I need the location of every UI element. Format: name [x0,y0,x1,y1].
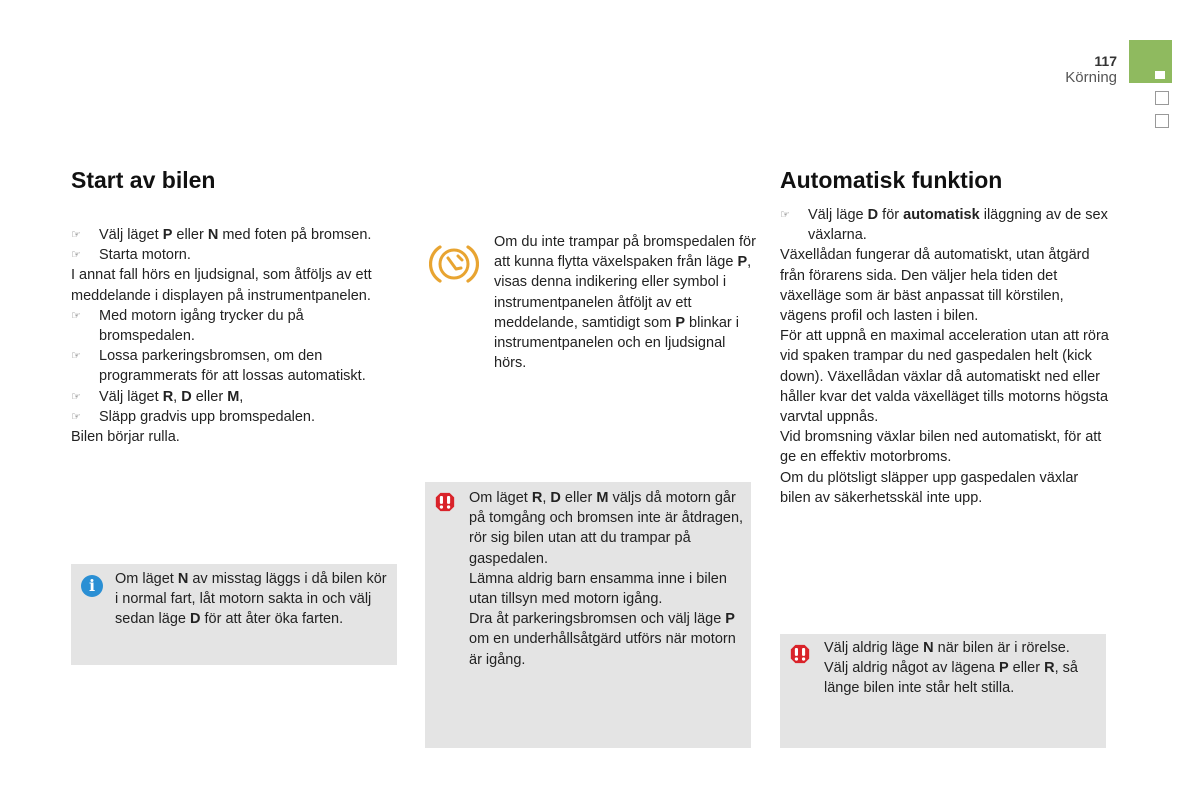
pointing-hand-icon [71,346,85,366]
paragraph: För att uppnå en maximal acceleration utan att röra vid spaken trampar du ned gaspedalen helt (kick down). Växellådan växlar då automatiskt ned eller håller kvar det valda växelläget tills motorns högsta varvtal uppnås. [780,328,1109,426]
pointing-hand-icon [71,407,85,427]
pointing-hand-icon [71,245,85,265]
pointing-hand-icon [780,205,794,225]
warning-box-text [824,638,1102,699]
chapter-tab-box-empty [1155,91,1169,105]
bold-term: P [725,611,735,628]
bold-term: P [737,254,748,271]
bullet-item: ☞ Välj läget R, D eller M, [71,387,401,407]
bold-term: P [675,314,686,331]
warning-box-middle [425,482,751,748]
indicator-note: Om du inte trampar på bromspedalen för att kunna flytta växelspaken från läge P, visas denna indikering eller symbol i instrumentpanelen åtföljt av ett meddelande, samtidigt som P blinkar i instrumentpanelen och en ljudsignal hörs. [494,234,756,372]
bold-term: M [227,388,240,405]
paragraph: Vid bromsning växlar bilen ned automatiskt, för att ge en effektiv motorbroms. [780,429,1102,466]
info-icon [81,575,103,597]
bold-term: D [189,611,201,628]
bold-term: P [998,660,1009,677]
paragraph: Växellådan fungerar då automatiskt, utan åtgärd från förarens sida. Den väljer hela tiden det växelläge som är bäst anpassat till körstilen, vägens profil och lasten i bilen. [780,247,1090,325]
paragraph: I annat fall hörs en ljudsignal, som åtföljs av ett meddelande i displayen på instrumentpanelen. [71,267,372,304]
start-instructions [71,225,401,447]
bullet-item: ☞ Starta motorn. [71,245,401,265]
section-title-start: Start av bilen [71,167,216,193]
paragraph: Dra åt parkeringsbromsen och välj läge P om en underhållsåtgärd utförs när motorn är igång. [469,611,736,668]
bold-term: D [867,207,879,223]
info-box [71,564,397,665]
chapter-tab-marker [1129,40,1172,83]
bold-term: N [923,640,934,656]
pointing-hand-icon [71,225,85,245]
pointing-hand-icon [71,306,85,326]
bold-term: R [1044,660,1055,677]
bold-term: M [596,490,609,506]
paragraph: Om du plötsligt släpper upp gaspedalen växlar bilen av säkerhetsskäl inte upp. [780,469,1079,506]
bold-term: P [162,227,173,243]
paragraph: Bilen börjar rulla. [71,429,180,446]
bold-term: R [162,388,174,405]
paragraph: Lämna aldrig barn ensamma inne i bilen utan tillsyn med motorn igång. [469,570,727,608]
chapter-tab-box-empty [1155,114,1169,128]
page-number: 117 [1094,53,1117,69]
bold-term: automatisk [903,207,980,223]
warning-box-right [780,634,1106,748]
bullet-item: ☞ Välj läge D för automatisk iläggning av de sex växlarna. [780,205,1110,245]
info-box-text: Om läget N av misstag läggs i då bilen kör i normal fart, låt motorn sakta in och välj sedan läge D för att åter öka farten. [115,571,387,628]
bold-term: D [181,388,192,405]
paragraph: Välj aldrig läge N när bilen är i rörelse. [824,640,1070,656]
paragraph: Om läget R, D eller M väljs då motorn går på tomgång och bromsen inte är åtdragen, rör sig bilen utan att du trampar på gaspedalen. [469,490,744,567]
section-name: Körning [1065,69,1117,86]
bold-term: D [550,490,561,506]
paragraph: Välj aldrig något av lägena P eller R, så länge bilen inte står helt stilla. [824,660,1078,697]
foot-on-brake-pedal-icon [429,241,479,287]
bold-term: N [177,571,189,587]
bullet-item: ☞ Med motorn igång trycker du på bromspedalen. [71,306,401,346]
bullet-item: ☞ Lossa parkeringsbromsen, om den programmerats för att lossas automatiskt. [71,346,401,386]
pointing-hand-icon [71,387,85,407]
bold-term: N [207,227,219,243]
bold-term: R [531,490,543,506]
warning-box-text [469,488,749,670]
bullet-item: ☞ Släpp gradvis upp bromspedalen. [71,407,401,427]
section-title-automatic: Automatisk funktion [780,167,1003,193]
warning-icon [434,491,456,513]
warning-icon [789,643,811,665]
bullet-item: ☞ Välj läget P eller N med foten på bromsen. [71,225,401,245]
chapter-tab-dot [1155,71,1165,79]
automatic-instructions [780,205,1110,508]
